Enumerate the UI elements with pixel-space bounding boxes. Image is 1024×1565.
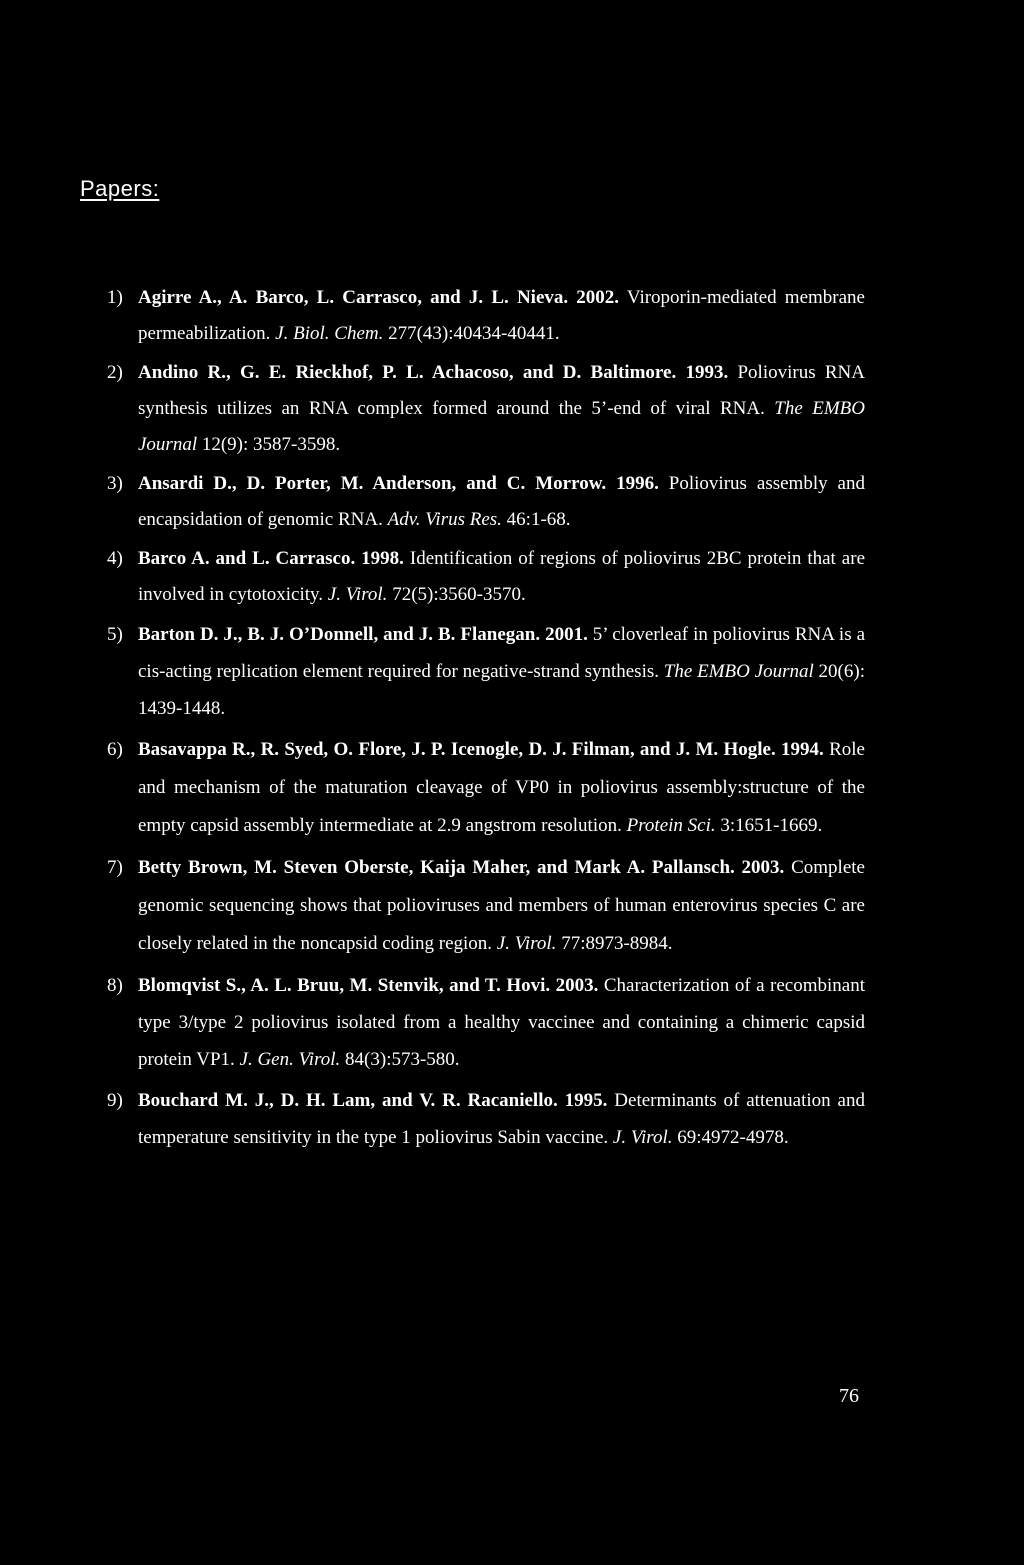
reference-title: Identification of regions of poliovirus 2BC protein that are involved in cytotoxicity.	[138, 548, 865, 605]
reference-citation: 77:8973-8984.	[556, 933, 673, 954]
reference-authors: Bouchard M. J., D. H. Lam, and V. R. Racaniello. 1995.	[138, 1090, 608, 1111]
reference-item	[107, 849, 865, 963]
reference-journal: J. Virol.	[496, 933, 557, 954]
reference-citation: 69:4972-4978.	[672, 1127, 789, 1148]
reference-title: Poliovirus assembly and encapsidation of genomic RNA.	[138, 473, 865, 530]
reference-item	[107, 731, 865, 845]
reference-authors: Barco A. and L. Carrasco. 1998.	[138, 548, 404, 569]
reference-title: Poliovirus RNA synthesis utilizes an RNA complex formed around the 5’-end of viral RNA.	[138, 362, 865, 419]
reference-number: 2)	[107, 362, 123, 383]
reference-journal: Adv. Virus Res.	[387, 509, 502, 530]
reference-journal: J. Biol. Chem.	[275, 323, 384, 344]
reference-title: Determinants of attenuation and temperature sensitivity in the type 1 poliovirus Sabin vaccine.	[138, 1090, 865, 1148]
reference-number: 1)	[107, 287, 123, 308]
reference-authors: Basavappa R., R. Syed, O. Flore, J. P. Icenogle, D. J. Filman, and J. M. Hogle. 1994.	[138, 739, 824, 760]
reference-item	[107, 967, 865, 1078]
reference-number: 8)	[107, 975, 123, 996]
reference-title: Role and mechanism of the maturation cleavage of VP0 in poliovirus assembly:structure of the empty capsid assembly intermediate at 2.9 angstrom resolution.	[138, 739, 865, 836]
reference-title: Complete genomic sequencing shows that polioviruses and members of human enterovirus species C are closely related in the noncapsid coding region.	[138, 857, 865, 954]
reference-title: Viroporin-mediated membrane permeabilization.	[138, 287, 865, 344]
reference-journal: The EMBO Journal	[663, 661, 814, 682]
reference-number: 3)	[107, 473, 123, 494]
reference-authors: Blomqvist S., A. L. Bruu, M. Stenvik, and T. Hovi. 2003.	[138, 975, 599, 996]
reference-authors: Agirre A., A. Barco, L. Carrasco, and J. L. Nieva. 2002.	[138, 287, 620, 308]
reference-list	[107, 280, 865, 1156]
reference-authors: Barton D. J., B. J. O’Donnell, and J. B. Flanegan. 2001.	[138, 624, 588, 645]
reference-citation: 20(6): 1439-1448.	[138, 661, 865, 719]
reference-journal: Protein Sci.	[626, 815, 716, 836]
reference-number: 4)	[107, 548, 123, 569]
page-title: Papers:	[80, 176, 160, 201]
page-number: 76	[839, 1385, 859, 1407]
reference-number: 5)	[107, 624, 123, 645]
reference-item	[107, 280, 865, 352]
reference-authors: Betty Brown, M. Steven Oberste, Kaija Maher, and Mark A. Pallansch. 2003.	[138, 857, 785, 878]
reference-citation: 84(3):573-580.	[340, 1049, 460, 1070]
reference-item	[107, 1082, 865, 1156]
reference-citation: 46:1-68.	[501, 509, 571, 530]
reference-title: Characterization of a recombinant type 3/type 2 poliovirus isolated from a healthy vaccinee and containing a chimeric capsid protein VP1.	[138, 975, 865, 1070]
reference-authors: Andino R., G. E. Rieckhof, P. L. Achacoso, and D. Baltimore. 1993.	[138, 362, 729, 383]
reference-journal: J. Gen. Virol.	[239, 1049, 341, 1070]
reference-journal: J. Virol.	[612, 1127, 673, 1148]
reference-item	[107, 616, 865, 727]
reference-item	[107, 355, 865, 463]
reference-citation: 72(5):3560-3570.	[387, 584, 526, 605]
reference-title: 5’ cloverleaf in poliovirus RNA is a cis-acting replication element required for negative-strand synthesis.	[138, 624, 865, 682]
reference-journal: J. Virol.	[327, 584, 388, 605]
reference-citation: 277(43):40434-40441.	[383, 323, 560, 344]
reference-citation: 12(9): 3587-3598.	[197, 434, 341, 455]
reference-journal: The EMBO Journal	[138, 398, 865, 455]
reference-authors: Ansardi D., D. Porter, M. Anderson, and C. Morrow. 1996.	[138, 473, 659, 494]
reference-item	[107, 466, 865, 538]
reference-number: 6)	[107, 739, 123, 760]
reference-item	[107, 541, 865, 613]
reference-citation: 3:1651-1669.	[715, 815, 823, 836]
reference-number: 7)	[107, 857, 123, 878]
reference-number: 9)	[107, 1090, 123, 1111]
